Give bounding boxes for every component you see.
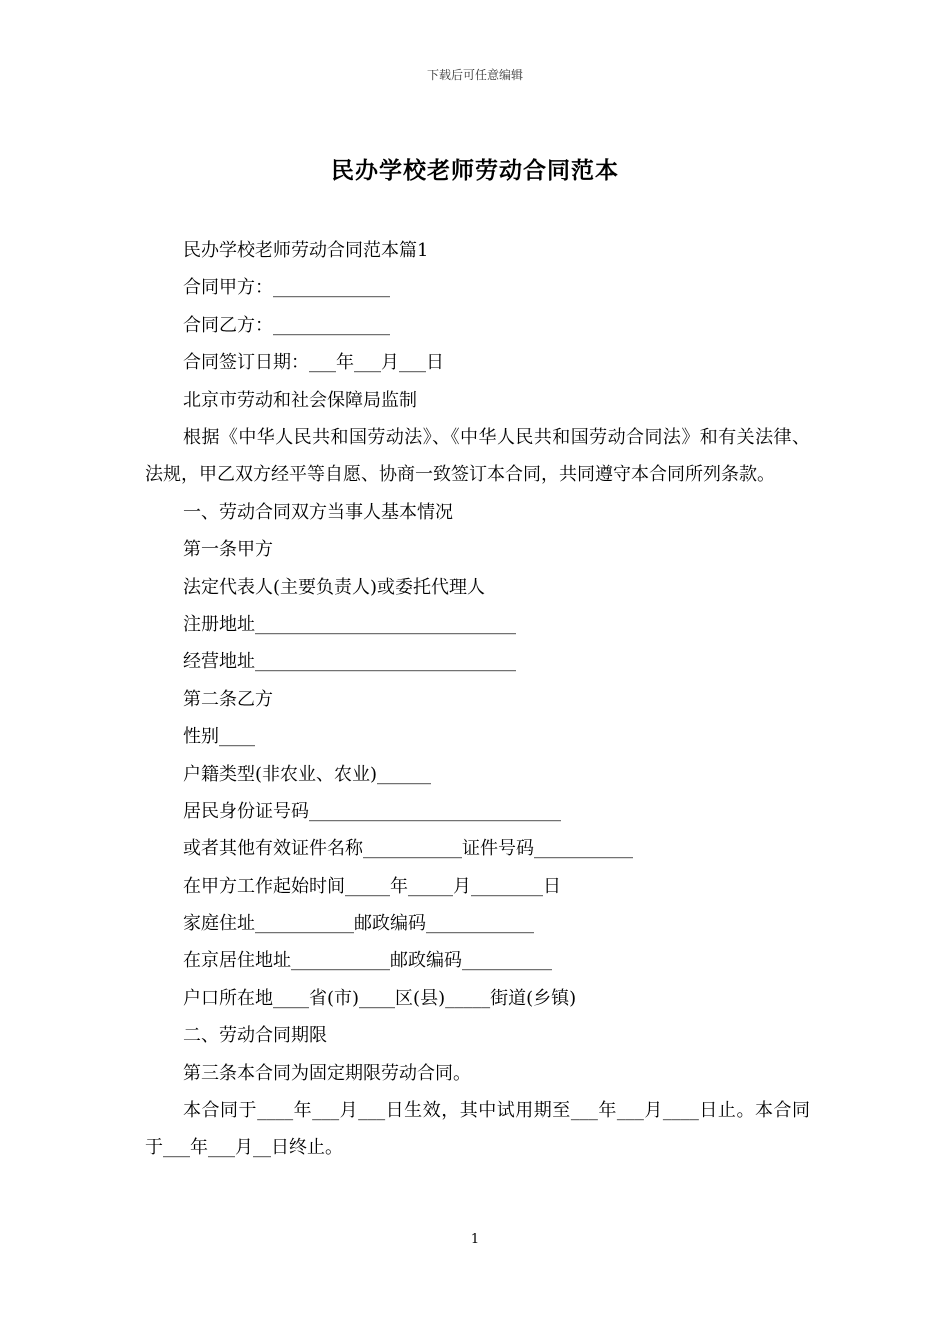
party-b-line: 合同乙方：_____________ [183,314,390,336]
party-a-line: 合同甲方：_____________ [183,277,390,299]
sign-date-line: 合同签订日期：___年___月___日 [183,352,444,374]
gender-line: 性别____ [183,726,255,748]
page-number: 1 [470,1232,480,1247]
hukou-location-line: 户口所在地____省(市)____区(县)_____街道(乡镇) [183,987,577,1009]
registered-address-line: 注册地址_____________________________ [183,613,516,635]
document-title: 民办学校老师劳动合同范本 [331,157,619,184]
term-paragraph: 本合同于____年___月___日生效，其中试用期至___年___月____日止。本合同于___年___月__日终止。 [145,1100,810,1159]
legal-representative-line: 法定代表人(主要负责人)或委托代理人 [183,576,486,598]
id-number-line: 居民身份证号码____________________________ [183,800,561,822]
home-address-line: 家庭住址___________邮政编码____________ [183,913,534,935]
document-body [145,232,810,1167]
household-type-line: 户籍类型(非农业、农业)______ [183,763,432,785]
section-heading-parties: 一、劳动合同双方当事人基本情况 [183,501,453,523]
start-date-line: 在甲方工作起始时间_____年_____月________日 [183,875,561,897]
page-header-note: 下载后可任意编辑 [426,68,523,82]
supervisor-line: 北京市劳动和社会保障局监制 [183,389,417,411]
intro-paragraph: 根据《中华人民共和国劳动法》、《中华人民共和国劳动合同法》和有关法律、法规，甲乙双方经平等自愿、协商一致签订本合同，共同遵守本合同所列条款。 [145,426,810,486]
contract-heading: 民办学校老师劳动合同范本篇1 [183,240,429,261]
other-id-line: 或者其他有效证件名称___________证件号码___________ [183,838,633,860]
section-heading-term: 二、劳动合同期限 [183,1025,327,1047]
article-2-party-b: 第二条乙方 [183,688,273,710]
beijing-address-line: 在京居住地址___________邮政编码__________ [183,950,552,972]
article-3-line: 第三条本合同为固定期限劳动合同。 [183,1062,471,1084]
article-1-party-a: 第一条甲方 [183,539,273,561]
business-address-line: 经营地址_____________________________ [183,651,516,673]
